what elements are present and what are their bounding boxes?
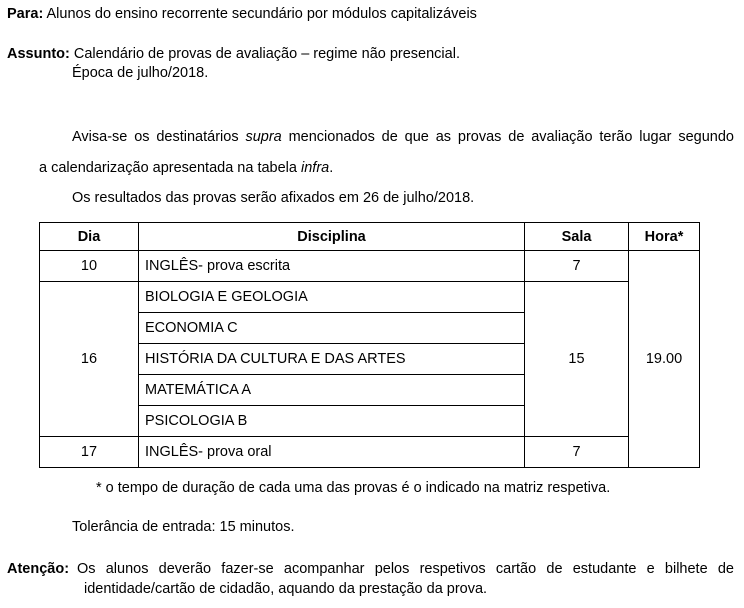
header-disciplina: Disciplina [139, 223, 525, 251]
dia-cell: 10 [40, 251, 139, 282]
table-row [40, 282, 700, 313]
attention-line-2: identidade/cartão de cidadão, aquando da prestação da prova. [84, 581, 488, 597]
table-row [40, 251, 700, 282]
assunto-text-1: Calendário de provas de avaliação – regime não presencial. [73, 46, 460, 62]
attention-label: Atenção: [7, 561, 70, 577]
infra-word: infra [301, 160, 330, 176]
footnote: * o tempo de duração de cada uma das provas é o indicado na matriz respetiva. [96, 480, 611, 496]
disciplina-cell: HISTÓRIA DA CULTURA E DAS ARTES [139, 344, 525, 375]
disciplina-cell: BIOLOGIA E GEOLOGIA [139, 282, 525, 313]
header-hora: Hora* [629, 223, 700, 251]
header-dia: Dia [40, 223, 139, 251]
attention-line-1: Os alunos deverão fazer-se acompanhar pelos respetivos cartão de estudante e bilhete de [77, 561, 734, 577]
sala-cell: 7 [525, 437, 629, 468]
dia-cell: 16 [40, 282, 139, 437]
paragraph-2: Os resultados das provas serão afixados em 26 de julho/2018. [72, 190, 475, 206]
hora-cell: 19.00 [629, 251, 700, 468]
assunto-label: Assunto: [7, 46, 70, 62]
exam-calendar-table [39, 222, 700, 468]
table-row [40, 437, 700, 468]
table-header-row [40, 223, 700, 251]
tolerance-note: Tolerância de entrada: 15 minutos. [72, 519, 295, 535]
disciplina-cell: ECONOMIA C [139, 313, 525, 344]
sala-cell: 15 [525, 282, 629, 437]
paragraph-1-line-2: a calendarização apresentada na tabela infra. [39, 160, 334, 176]
supra-word: supra [245, 129, 282, 145]
paragraph-1-line-1: Avisa-se os destinatários supra mencionados de que as provas de avaliação terão lugar segundo [72, 129, 734, 145]
header-sala: Sala [525, 223, 629, 251]
disciplina-cell: PSICOLOGIA B [139, 406, 525, 437]
para-label: Para: [7, 6, 44, 22]
para-text: Alunos do ensino recorrente secundário por módulos capitalizáveis [46, 6, 477, 22]
para-line [7, 4, 477, 24]
assunto-line [7, 44, 460, 64]
dia-cell: 17 [40, 437, 139, 468]
disciplina-cell: INGLÊS- prova oral [139, 437, 525, 468]
assunto-text-2: Época de julho/2018. [72, 65, 209, 81]
disciplina-cell: MATEMÁTICA A [139, 375, 525, 406]
sala-cell: 7 [525, 251, 629, 282]
disciplina-cell: INGLÊS- prova escrita [139, 251, 525, 282]
